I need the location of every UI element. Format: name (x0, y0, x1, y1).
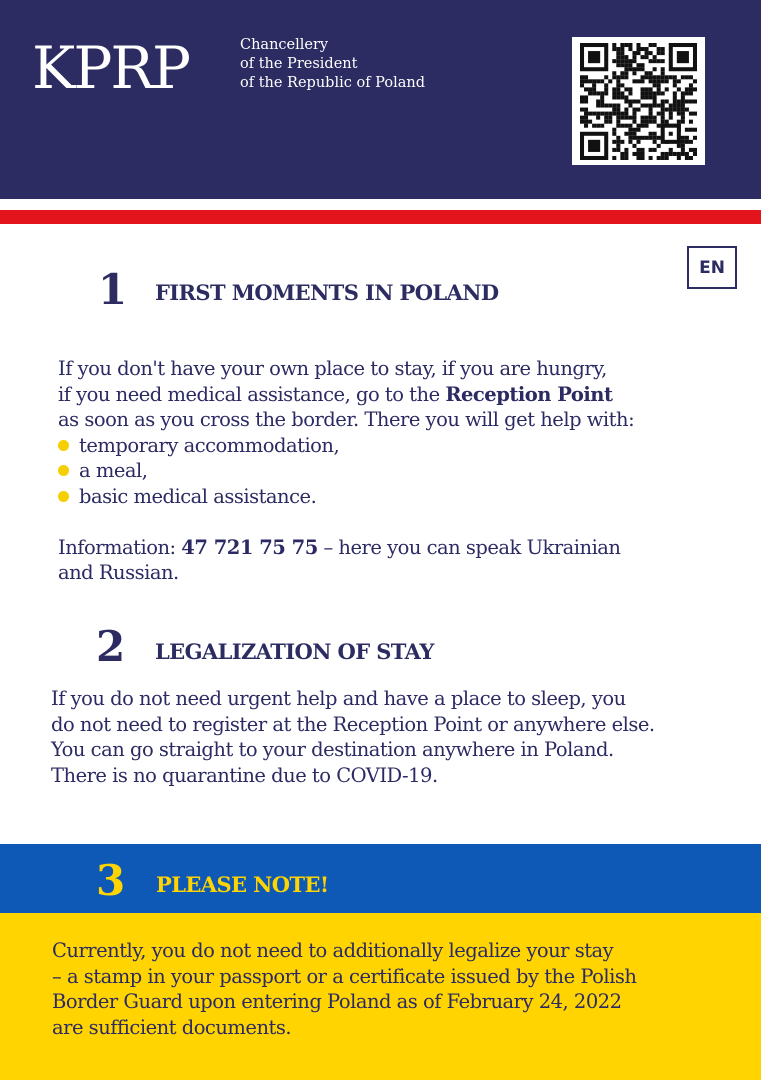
section-1-line-2-text: if you need medical assistance, go to the (58, 382, 446, 406)
section-2-body (51, 686, 655, 788)
section-2-line: You can go straight to your destination anywhere in Poland. (51, 738, 614, 761)
header-banner (0, 0, 761, 199)
section-2-line: If you do not need urgent help and have a place to sleep, you (51, 687, 626, 710)
section-3-line: Currently, you do not need to additionally legalize your stay (52, 939, 614, 962)
section-2-line: There is no quarantine due to COVID-19. (51, 763, 438, 787)
language-badge: EN (687, 246, 737, 289)
section-2-title: LEGALIZATION OF STAY (155, 639, 434, 664)
info-phone-number[interactable]: 47 721 75 75 (181, 535, 318, 559)
section-1-line-2 (58, 382, 634, 408)
bullet-dot-icon (58, 465, 69, 476)
section-1-line-1: If you don't have your own place to stay, if you are hungry, (58, 357, 607, 380)
section-3-title: PLEASE NOTE! (156, 872, 329, 897)
flag-stripe-red (0, 210, 761, 224)
reception-point-label: Reception Point (445, 382, 613, 406)
kprp-logo: KPRP (32, 34, 190, 102)
bullet-dot-icon (58, 491, 69, 502)
spacer (58, 509, 634, 535)
section-3-number: 3 (96, 856, 126, 905)
section-3-body (52, 938, 636, 1040)
bullet-item (58, 433, 634, 459)
bullet-item (58, 484, 634, 510)
section-3-line: – a stamp in your passport or a certificate issued by the Polish (52, 964, 637, 988)
info-line (58, 535, 634, 561)
bullet-text: basic medical assistance. (79, 484, 317, 508)
section-3-line: are sufficient documents. (52, 1015, 292, 1039)
section-1-body (58, 356, 634, 586)
section-3-line: Border Guard upon entering Poland as of February 24, 2022 (52, 990, 622, 1013)
bullet-dot-icon (58, 440, 69, 451)
org-line-2: of the President (240, 56, 358, 72)
organization-name (240, 36, 425, 93)
info-languages: – here you can speak Ukrainian (317, 535, 621, 559)
section-1-title: FIRST MOMENTS IN POLAND (155, 280, 499, 305)
bullet-item (58, 458, 634, 484)
org-line-1: Chancellery (240, 37, 329, 53)
qr-code-icon[interactable] (572, 37, 705, 165)
bullet-text: a meal, (79, 459, 148, 482)
bullet-text: temporary accommodation, (79, 433, 340, 457)
qr-code-graphic (580, 43, 697, 160)
info-line-2: and Russian. (58, 561, 179, 584)
section-1-line-3: as soon as you cross the border. There you will get help with: (58, 408, 635, 431)
flag-stripe-white (0, 199, 761, 210)
section-2-number: 2 (96, 622, 126, 671)
org-line-3: of the Republic of Poland (240, 75, 425, 91)
section-2-line: do not need to register at the Reception Point or anywhere else. (51, 712, 655, 736)
info-label: Information: (58, 535, 182, 559)
section-1-number: 1 (98, 265, 128, 314)
